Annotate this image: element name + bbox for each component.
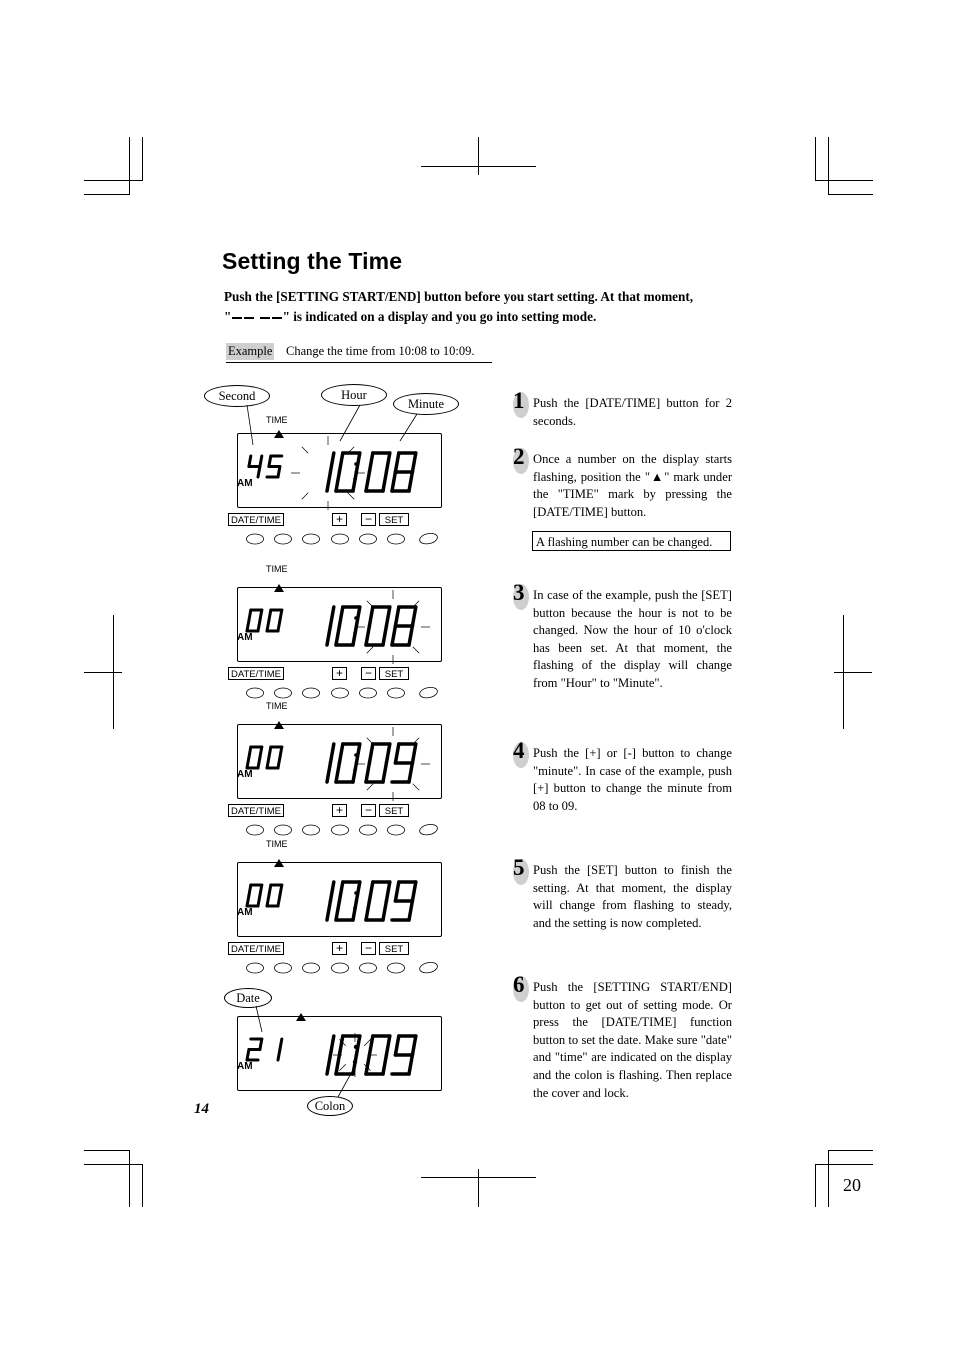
date-time-button-label[interactable]: DATE/TIME	[228, 513, 284, 526]
page-number-right: 20	[843, 1175, 861, 1195]
time-label: TIME	[266, 564, 288, 574]
step-4: 4 Push the [+] or [-] button to change "minute". In case of the example, push [+] button to change the minute from 08 to 09.	[513, 738, 732, 813]
callout-minute: Minute	[393, 393, 459, 415]
step-6: 6 Push the [SETTING START/END] button to get out of setting mode. Or press the [DATE/TIME] function button to set the date. Make sure "date" and "time" are indicated on the display and the colon is flashing. Then replace the cover and lock.	[513, 972, 732, 1100]
plus-button[interactable]: +	[332, 513, 347, 526]
am-indicator: AM	[237, 632, 253, 643]
intro-line-1: Push the [SETTING START/END] button before you start setting. At that moment,	[224, 289, 694, 304]
minus-button[interactable]: −	[361, 804, 376, 817]
intro-line-2: " is indicated on a display and you go into setting mode.	[282, 309, 597, 324]
time-label: TIME	[266, 415, 288, 425]
minus-button[interactable]: −	[361, 942, 376, 955]
intro-paragraph: Push the [SETTING START/END] button before you start setting. At that moment, " " is indicated on a display and you go into setting mode.	[224, 289, 694, 324]
step-2: 2 Once a number on the display starts flashing, position the "▲" mark under the "TIME" mark by pressing the [DATE/TIME] button.	[513, 444, 733, 519]
am-indicator: AM	[237, 907, 253, 918]
page-number-left: 14	[194, 1101, 209, 1117]
plus-button[interactable]: +	[332, 942, 347, 955]
flashing-note: A flashing number can be changed.	[532, 531, 731, 551]
set-button-label[interactable]: SET	[379, 667, 409, 680]
callout-colon: Colon	[307, 1096, 353, 1116]
time-label: TIME	[266, 701, 288, 711]
step-1: 1 Push the [DATE/TIME] button for 2 seconds.	[513, 388, 732, 428]
triangle-icon: ▲	[649, 469, 665, 484]
set-button-label[interactable]: SET	[379, 513, 409, 526]
am-indicator: AM	[237, 1061, 253, 1072]
step-3: 3 In case of the example, push the [SET] button because the hour is not to be changed. Now the hour of 10 o'clock has been set. At that moment, the flashing of the display will change from "Hour" to "Minute".	[513, 580, 732, 690]
example-text: Change the time from 10:08 to 10:09.	[286, 344, 475, 358]
callout-date: Date	[224, 988, 272, 1008]
date-time-button-label[interactable]: DATE/TIME	[228, 667, 284, 680]
step-5: 5 Push the [SET] button to finish the setting. At that moment, the display will change from flashing to steady, and the setting is now completed.	[513, 855, 732, 930]
minus-button[interactable]: −	[361, 667, 376, 680]
am-indicator: AM	[237, 769, 253, 780]
date-time-button-label[interactable]: DATE/TIME	[228, 942, 284, 955]
plus-button[interactable]: +	[332, 804, 347, 817]
set-button-label[interactable]: SET	[379, 804, 409, 817]
callout-hour: Hour	[321, 384, 387, 406]
am-indicator: AM	[237, 478, 253, 489]
callout-second: Second	[204, 385, 270, 407]
page-title: Setting the Time	[222, 248, 403, 274]
plus-button[interactable]: +	[332, 667, 347, 680]
time-label: TIME	[266, 839, 288, 849]
minus-button[interactable]: −	[361, 513, 376, 526]
date-time-button-label[interactable]: DATE/TIME	[228, 804, 284, 817]
example-tag: Example	[228, 344, 273, 358]
set-button-label[interactable]: SET	[379, 942, 409, 955]
